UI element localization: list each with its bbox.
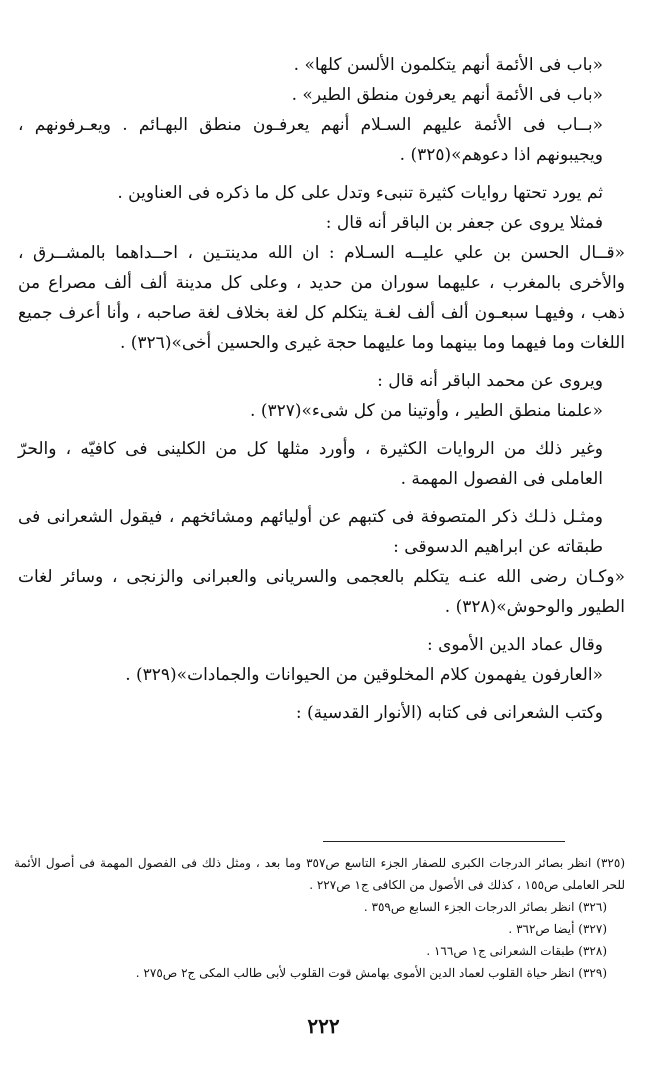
paragraph-dasuqi-quote: «وكـان رضى الله عنـه يتكلم بالعجمى والسريانى والعبرانى والزنجى ، وسائر لغات الطيور والوحوش»(٣٢٨) . (18, 567, 625, 617)
footnote-separator (323, 841, 565, 842)
main-text (18, 50, 625, 728)
paragraph-baqir-quote: «علمنا منطق الطير ، وأوتينا من كل شىء»(٣٢٧) . (250, 401, 603, 421)
footnote-329: (٣٢٩) انظر حياة القلوب لعماد الدين الأموى بهامش قوت القلوب لأبى طالب المكى ج٢ ص٢٧٥ . (135, 966, 607, 980)
paragraph-umawi-intro: وقال عماد الدين الأموى : (426, 635, 603, 655)
paragraph-umawi-quote: «العارفون يفهمون كلام المخلوقين من الحيوانات والجمادات»(٣٢٩) . (125, 665, 603, 685)
paragraph-baqir-intro: ويروى عن محمد الباقر أنه قال : (377, 371, 603, 391)
paragraph-sufi-mention: ومثـل ذلـك ذكر المتصوفة فى كتبهم عن أوليائهم ومشائخهم ، فيقول الشعرانى فى طبقاته عن ابراهيم الدسوقى : (18, 507, 603, 557)
footnote-325: (٣٢٥) انظر بصائر الدرجات الكبرى للصفار الجزء التاسع ص٣٥٧ وما بعد ، ومثل ذلك فى الفصول المهمة فى أصول الأئمة للحر العاملى ص١٥٥ ، كذلك فى الأصول من الكافى ج١ ص٢٢٧ . (14, 856, 625, 892)
footnote-326: (٣٢٦) انظر بصائر الدرجات الجزء السابع ص٣٥٩ . (363, 900, 607, 914)
paragraph-other-narrations: وغير ذلك من الروايات الكثيرة ، وأورد مثلها كل من الكلينى فى كافيّه ، والحرّ العاملى فى الفصول المهمة . (18, 439, 603, 489)
paragraph-jafar-quote-intro: فمثلا يروى عن جعفر بن الباقر أنه قال : (325, 213, 603, 233)
footnote-327: (٣٢٧) أيضا ص٣٦٢ . (508, 922, 607, 936)
page-number: ٢٢٢ (307, 1014, 340, 1038)
paragraph-sharani-intro: وكتب الشعرانى فى كتابه (الأنوار القدسية) : (295, 703, 603, 723)
paragraph-narrations-intro: ثم يورد تحتها روايات كثيرة تنبىء وتدل على كل ما ذكره فى العناوين . (117, 183, 603, 203)
paragraph-chapter-heading-2: «باب فى الأئمة أنهم يعرفون منطق الطير» . (291, 85, 603, 105)
footnotes (14, 852, 625, 984)
paragraph-hasan-quote: «قــال الحسن بن علي عليــه السـلام : ان الله مدينتـين ، احــداهما بالمشــرق ، والأخرى بالمغرب ، عليهما سوران من حديد ، وعلى كل مدينة ألف ألف مصراع من ذهب ، وفيهـا سبعـون ألف ألف لغـة يتكلم كل لغة بخلاف لغة صاحبه ، وأنا أعرف جميع اللغات وما فيهما وما بينهما وما عليهما حجة غيرى والحسين أخى»(٣٢٦) . (18, 243, 625, 353)
paragraph-chapter-heading-1: «باب فى الأئمة أنهم يتكلمون الألسن كلها» . (293, 55, 603, 75)
footnote-328: (٣٢٨) طبقات الشعرانى ج١ ص١٦٦ . (426, 944, 607, 958)
paragraph-chapter-heading-3: «بــاب فى الأئمة عليهم السـلام أنهم يعرفـون منطق البهـائم . ويعـرفونهم ، ويجيبونهم اذا دعوهم»(٣٢٥) . (18, 115, 603, 165)
